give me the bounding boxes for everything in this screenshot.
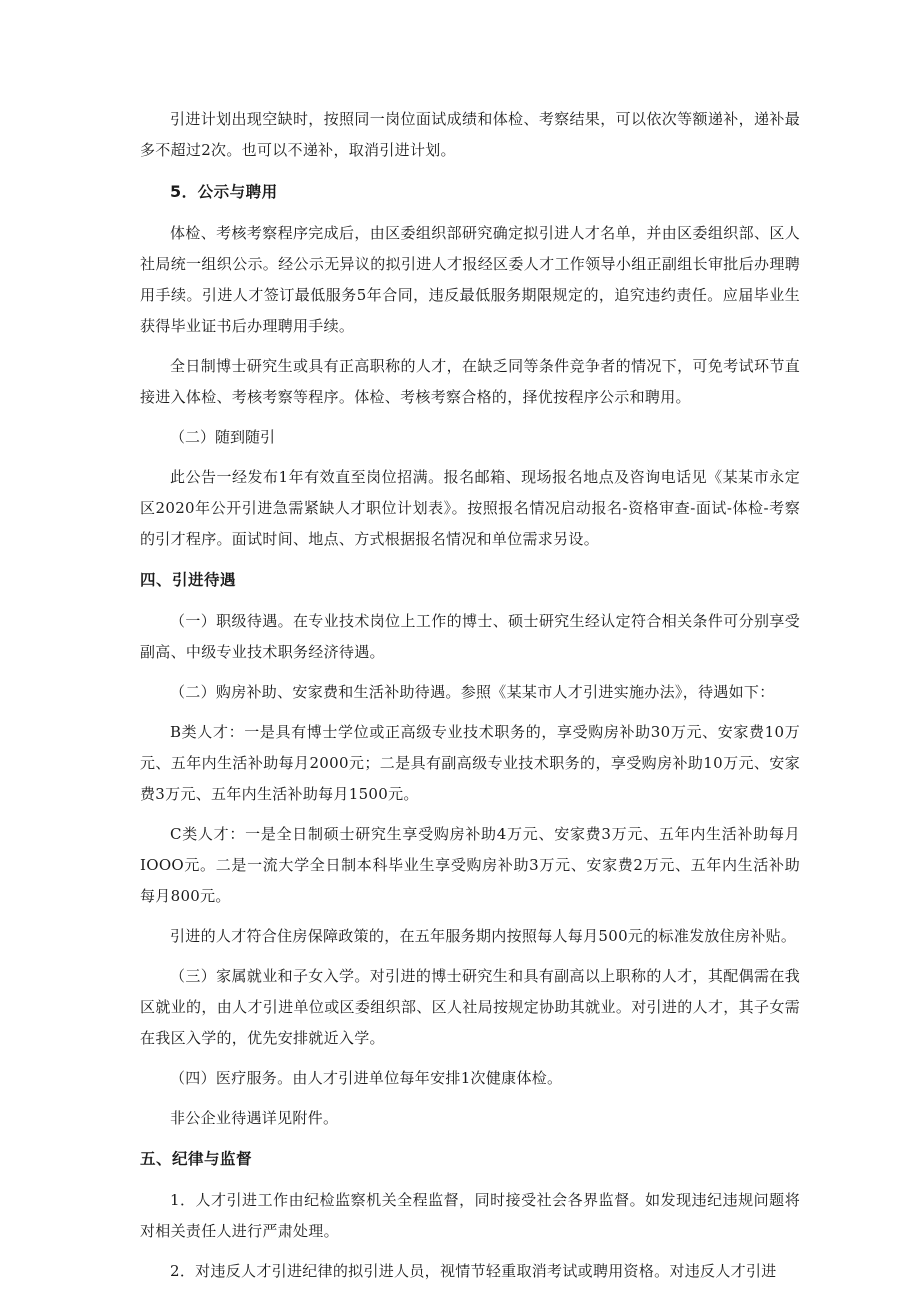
paragraph-vacancy-replacement: 引进计划出现空缺时，按照同一岗位面试成绩和体检、考察结果，可以依次等额递补，递补最多不超过2次。也可以不递补，取消引进计划。 — [140, 110, 800, 159]
paragraph-announcement-validity: 此公告一经发布1年有效直至岗位招满。报名邮箱、现场报名地点及咨询电话见《某某市永定区2020年公开引进急需紧缺人才职位计划表》。按照报名情况启动报名-资格审查-面试-体检-考察的引才程序。面试时间、地点、方式根据报名情况和单位需求另设。 — [140, 468, 800, 548]
section-number: 5 — [170, 182, 182, 201]
paragraph-violation-handling: 2．对违反人才引进纪律的拟引进人员，视情节轻重取消考试或聘用资格。对违反人才引进 — [170, 1262, 777, 1280]
paragraph-rank-benefits: （一）职级待遇。在专业技术岗位上工作的博士、硕士研究生经认定符合相关条件可分别享受副高、中级专业技术职务经济待遇。 — [140, 612, 800, 661]
paragraph-class-c-talent: C类人才：一是全日制硕士研究生享受购房补助4万元、安家费3万元、五年内生活补助每月IOOO元。二是一流大学全日制本科毕业生享受购房补助3万元、安家费2万元、五年内生活补助每月800元。 — [140, 825, 800, 905]
section-heading-benefits: 四、引进待遇 — [140, 571, 237, 589]
paragraph-non-public-enterprise: 非公企业待遇详见附件。 — [170, 1109, 339, 1127]
paragraph-class-b-talent: B类人才：一是具有博士学位或正高级专业技术职务的，享受购房补助30万元、安家费10万元、五年内生活补助每月2000元；二是具有副高级专业技术职务的，享受购房补助10万元、安家费3万元、五年内生活补助每月1500元。 — [140, 723, 800, 803]
section-heading-publicity-employment — [140, 176, 800, 208]
paragraph-publicity-process: 体检、考核考察程序完成后，由区委组织部研究确定拟引进人才名单，并由区委组织部、区人社局统一组织公示。经公示无异议的拟引进人才报经区委人才工作领导小组正副组长审批后办理聘用手续。引进人才签订最低服务5年合同，违反最低服务期限规定的，追究违约责任。应届毕业生获得毕业证书后办理聘用手续。 — [140, 224, 800, 335]
paragraph-housing-subsidy: （二）购房补助、安家费和生活补助待遇。参照《某某市人才引进实施办法》，待遇如下： — [170, 683, 775, 701]
paragraph-medical-service: （四）医疗服务。由人才引进单位每年安排1次健康体检。 — [170, 1069, 563, 1087]
document-page — [140, 104, 800, 1287]
section-title: ．公示与聘用 — [181, 183, 278, 201]
paragraph-housing-allowance: 引进的人才符合住房保障政策的，在五年服务期内按照每人每月500元的标准发放住房补贴。 — [170, 927, 797, 945]
paragraph-supervision: 1．人才引进工作由纪检监察机关全程监督，同时接受社会各界监督。如发现违纪违规问题将对相关责任人进行严肃处理。 — [140, 1191, 800, 1240]
section-heading-discipline: 五、纪律与监督 — [140, 1150, 253, 1168]
paragraph-doctoral-exemption: 全日制博士研究生或具有正高职称的人才，在缺乏同等条件竞争者的情况下，可免考试环节直接进入体检、考核考察等程序。体检、考核考察合格的，择优按程序公示和聘用。 — [140, 357, 800, 406]
paragraph-family-employment: （三）家属就业和子女入学。对引进的博士研究生和具有副高以上职称的人才，其配偶需在我区就业的，由人才引进单位或区委组织部、区人社局按规定协助其就业。对引进的人才，其子女需在我区入学的，优先安排就近入学。 — [140, 967, 800, 1047]
subheading-instant-recruitment: （二）随到随引 — [170, 428, 276, 446]
